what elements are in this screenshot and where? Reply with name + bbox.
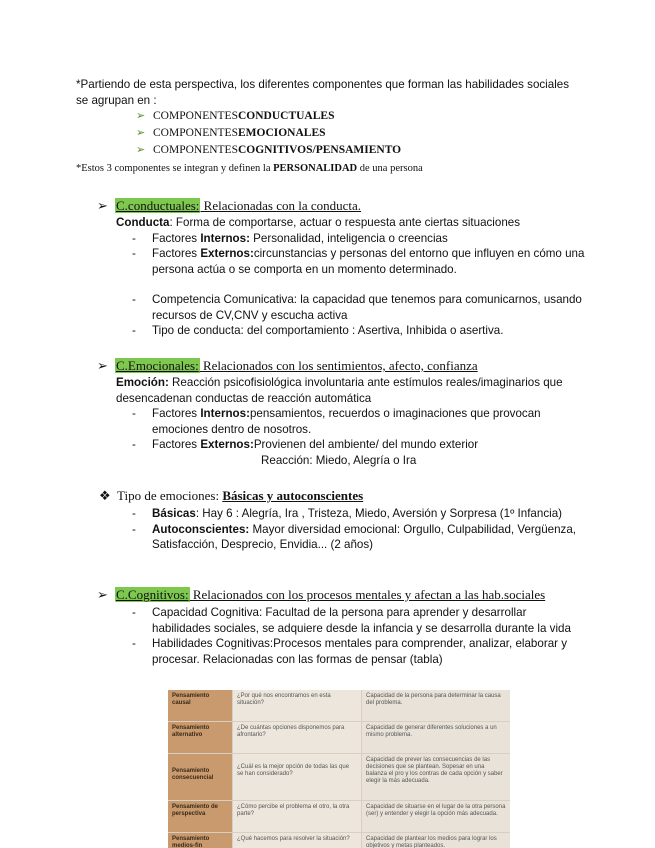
arrow-bullet-icon: ➢ <box>136 144 146 156</box>
list-item: - Factores Externos:circunstancias y personas del entorno que influyen en cómo una persona actúa o se comporta en un momento determinado. <box>132 247 585 276</box>
thinking-types-table <box>168 690 510 848</box>
list-item: - Tipo de conducta: del comportamiento : Asertiva, Inhibida o asertiva. <box>132 324 504 337</box>
list-item: - Habilidades Cognitivas:Procesos mentales para comprender, analizar, elaborar y procesar. Relacionadas con las formas de pensar (tabla) <box>132 637 568 666</box>
section-heading-conductuales: ➢ C.conductuales: Relacionadas con la conducta. <box>97 198 362 213</box>
list-item: - Capacidad Cognitiva: Facultad de la persona para aprender y desarrollar habilidades sociales, se adquiere desde la infancia y se desarrolla durante la vida <box>132 606 571 635</box>
table-row: Pensamiento alternativo ¿De cuántas opciones disponemos para afrontarlo? Capacidad de generar diferentes soluciones a un mismo problema. <box>168 722 510 753</box>
arrow-bullet-icon: ➢ <box>136 110 146 122</box>
list-item: - Autoconscientes: Mayor diversidad emocional: Orgullo, Culpabilidad, Vergüenza, Satisfacción, Desprecio, Envidia... (2 años) <box>132 522 577 551</box>
intro-paragraph <box>76 77 596 108</box>
factors-list <box>116 406 586 453</box>
table-row: Pensamiento de perspectiva ¿Cómo percibe el problema el otro, la otra parte? Capacidad de situarse en el lugar de la otra persona (ser) y entender y elegir la opción más adecuada. <box>168 801 510 832</box>
arrow-bullet-icon: ➢ <box>97 198 108 213</box>
arrow-bullet-icon: ➢ <box>97 587 108 602</box>
cognitivos-content <box>116 605 588 667</box>
intro-line-2: se agrupan en : <box>76 93 157 107</box>
section-heading-tipos: ❖ Tipo de emociones: Básicas y autoconscientes <box>99 488 364 503</box>
tipos-content <box>116 506 586 553</box>
intro-line-1: *Partiendo de esta perspectiva, los diferentes componentes que forman las habilidades sociales <box>76 78 570 91</box>
list-item: ➢ COMPONENTES CONDUCTUALES <box>136 108 401 125</box>
list-item: ➢ COMPONENTES COGNITIVOS/PENSAMIENTO <box>136 142 401 159</box>
table-row: Pensamiento medios-fin ¿Qué hacemos para resolver la situación? Capacidad de plantear los medios para lograr los objetivos y metas planteados. <box>168 833 510 848</box>
table-row: Pensamiento consecuencial ¿Cuál es la mejor opción de todas las que se han considerado? Capacidad de prever las consecuencias de las decisiones que se plantean. Sopesar en una balanza el pro y los contras de cada opción y saber elegir la más adecuada. <box>168 754 510 800</box>
personality-note: *Estos 3 componentes se integran y definen la PERSONALIDAD de una persona <box>76 163 423 174</box>
factors-list <box>116 231 586 278</box>
cognitive-list <box>116 605 588 667</box>
emocionales-content <box>116 375 586 468</box>
table-row: Pensamiento causal ¿Por qué nos encontramos en esta situación? Capacidad de la persona para determinar la causa del problema. <box>168 690 510 721</box>
definition: Conducta: Forma de comportarse, actuar o respuesta ante ciertas situaciones <box>116 216 521 229</box>
arrow-bullet-icon: ➢ <box>136 127 146 139</box>
list-item: - Básicas: Hay 6 : Alegría, Ira , Tristeza, Miedo, Aversión y Sorpresa (1º Infancia) <box>132 507 563 520</box>
list-item: - Factores Internos:pensamientos, recuerdos o imaginaciones que provocan emociones dentro de nosotros. <box>132 407 541 436</box>
diamond-bullet-icon: ❖ <box>99 488 111 503</box>
arrow-bullet-icon: ➢ <box>97 358 108 373</box>
reaction-line: Reacción: Miedo, Alegría o Ira <box>261 453 417 467</box>
section-heading-emocionales: ➢ C.Emocionales: Relacionados con los sentimientos, afecto, confianza <box>97 358 478 373</box>
components-list <box>136 108 401 159</box>
definition: Emoción: Reacción psicofisiológica involuntaria ante estímulos reales/imaginarios que desencadenan conductas de reacción automática <box>116 376 563 405</box>
conductuales-content <box>116 215 586 339</box>
list-item: - Factores Internos: Personalidad, inteligencia o creencias <box>132 231 448 245</box>
competence-list <box>116 292 586 339</box>
list-item: - Factores Externos:Provienen del ambiente/ del mundo exterior <box>132 438 479 451</box>
emotion-types-list <box>116 506 586 553</box>
list-item: - Competencia Comunicativa: la capacidad que tenemos para comunicarnos, usando recursos de CV,CNV y escucha activa <box>132 293 582 322</box>
list-item: ➢ COMPONENTES EMOCIONALES <box>136 125 401 142</box>
section-heading-cognitivos: ➢ C.Cognitivos: Relacionados con los procesos mentales y afectan a las hab.sociales <box>97 587 546 602</box>
